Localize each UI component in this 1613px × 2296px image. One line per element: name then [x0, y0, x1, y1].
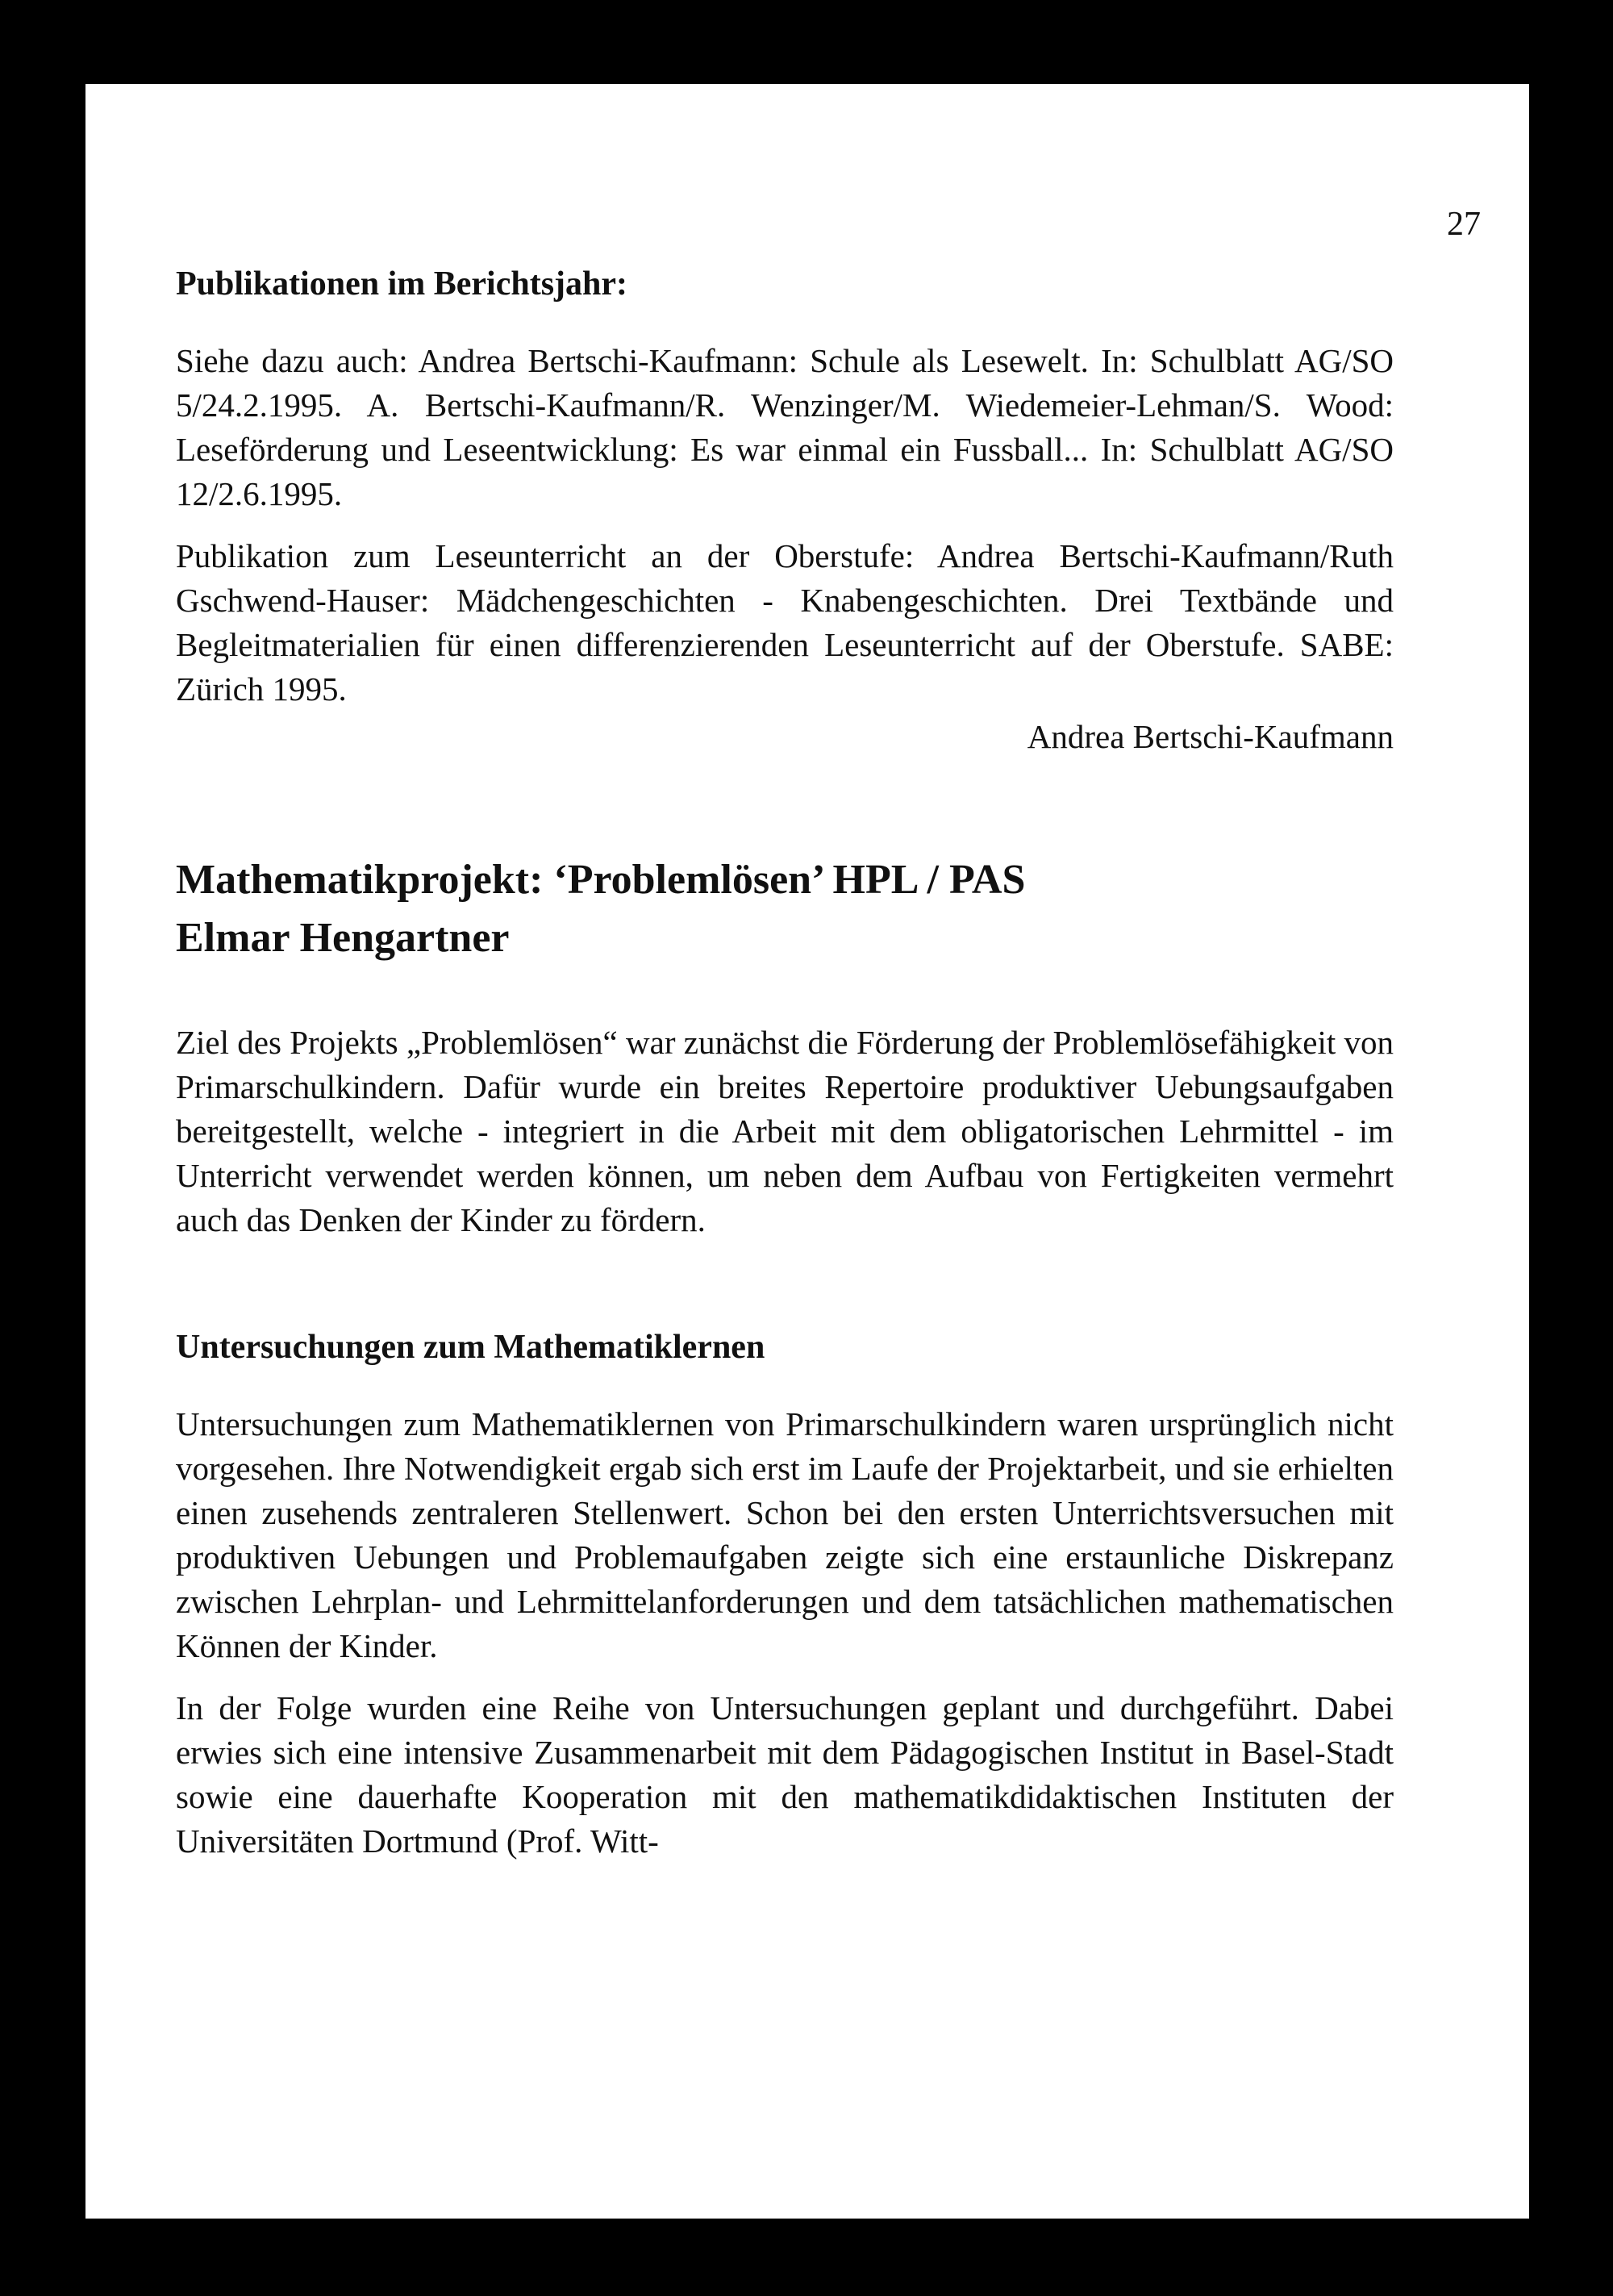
- studies-paragraph-1: Untersuchungen zum Mathematiklernen von Primarschulkindern waren ursprünglich nicht vorgesehen. Ihre Notwendigkeit ergab sich erst im Laufe der Projektarbeit, und sie erhielten einen zusehends zentraleren Stellenwert. Schon bei den ersten Unterrichtsversuchen mit produktiven Uebungen und Problemaufgaben zeigte sich eine erstaunliche Diskrepanz zwischen Lehrplan- und Lehrmittelanforderungen und dem tatsächlichen mathematischen Können der Kinder.: [176, 1405, 1394, 1664]
- project-author: Elmar Hengartner: [176, 915, 510, 961]
- author-signature: Andrea Bertschi-Kaufmann: [1027, 718, 1394, 755]
- page-number: 27: [1447, 206, 1481, 243]
- publications-paragraph-2: Publikation zum Leseunterricht an der Oberstufe: Andrea Bertschi-Kaufmann/Ruth Gschwend-Hauser: Mädchengeschichten - Knabengeschichten. Drei Textbände und Begleitmaterialien für einen differenzierenden Leseunterricht auf der Oberstufe. SABE: Zürich 1995.: [176, 537, 1394, 708]
- studies-heading: Untersuchungen zum Mathematiklernen: [176, 1329, 765, 1366]
- publications-paragraph-1: Siehe dazu auch: Andrea Bertschi-Kaufmann: Schule als Lesewelt. In: Schulblatt AG/SO 5/24.2.1995. A. Bertschi-Kaufmann/R. Wenzinger/M. Wiedemeier-Lehman/S. Wood: Leseförderung und Leseentwicklung: Es war einmal ein Fussball... In: Schulblatt AG/SO 12/2.6.1995.: [176, 342, 1394, 512]
- document-page: [85, 84, 1529, 2219]
- project-paragraph-1: Ziel des Projekts „Problemlösen“ war zunächst die Förderung der Problemlösefähigkeit von Primarschulkindern. Dafür wurde ein breites Repertoire produktiver Uebungsaufgaben bereitgestellt, welche - integriert in die Arbeit mit dem obligatorischen Lehrmittel - im Unterricht verwendet werden können, um neben dem Aufbau von Fertigkeiten vermehrt auch das Denken der Kinder zu fördern.: [176, 1024, 1394, 1238]
- project-title-line-1: Mathematikprojekt: ‘Problemlösen’ HPL / PAS: [176, 857, 1026, 903]
- studies-paragraph-2: In der Folge wurden eine Reihe von Untersuchungen geplant und durchgeführt. Dabei erwies sich eine intensive Zusammenarbeit mit dem Pädagogischen Institut in Basel-Stadt sowie eine dauerhafte Kooperation mit den mathematikdidaktischen Instituten der Universitäten Dortmund (Prof. Witt-: [176, 1689, 1394, 1860]
- page-content: [176, 263, 1394, 1864]
- publications-heading: Publikationen im Berichtsjahr:: [176, 265, 628, 303]
- project-title: [176, 851, 1394, 967]
